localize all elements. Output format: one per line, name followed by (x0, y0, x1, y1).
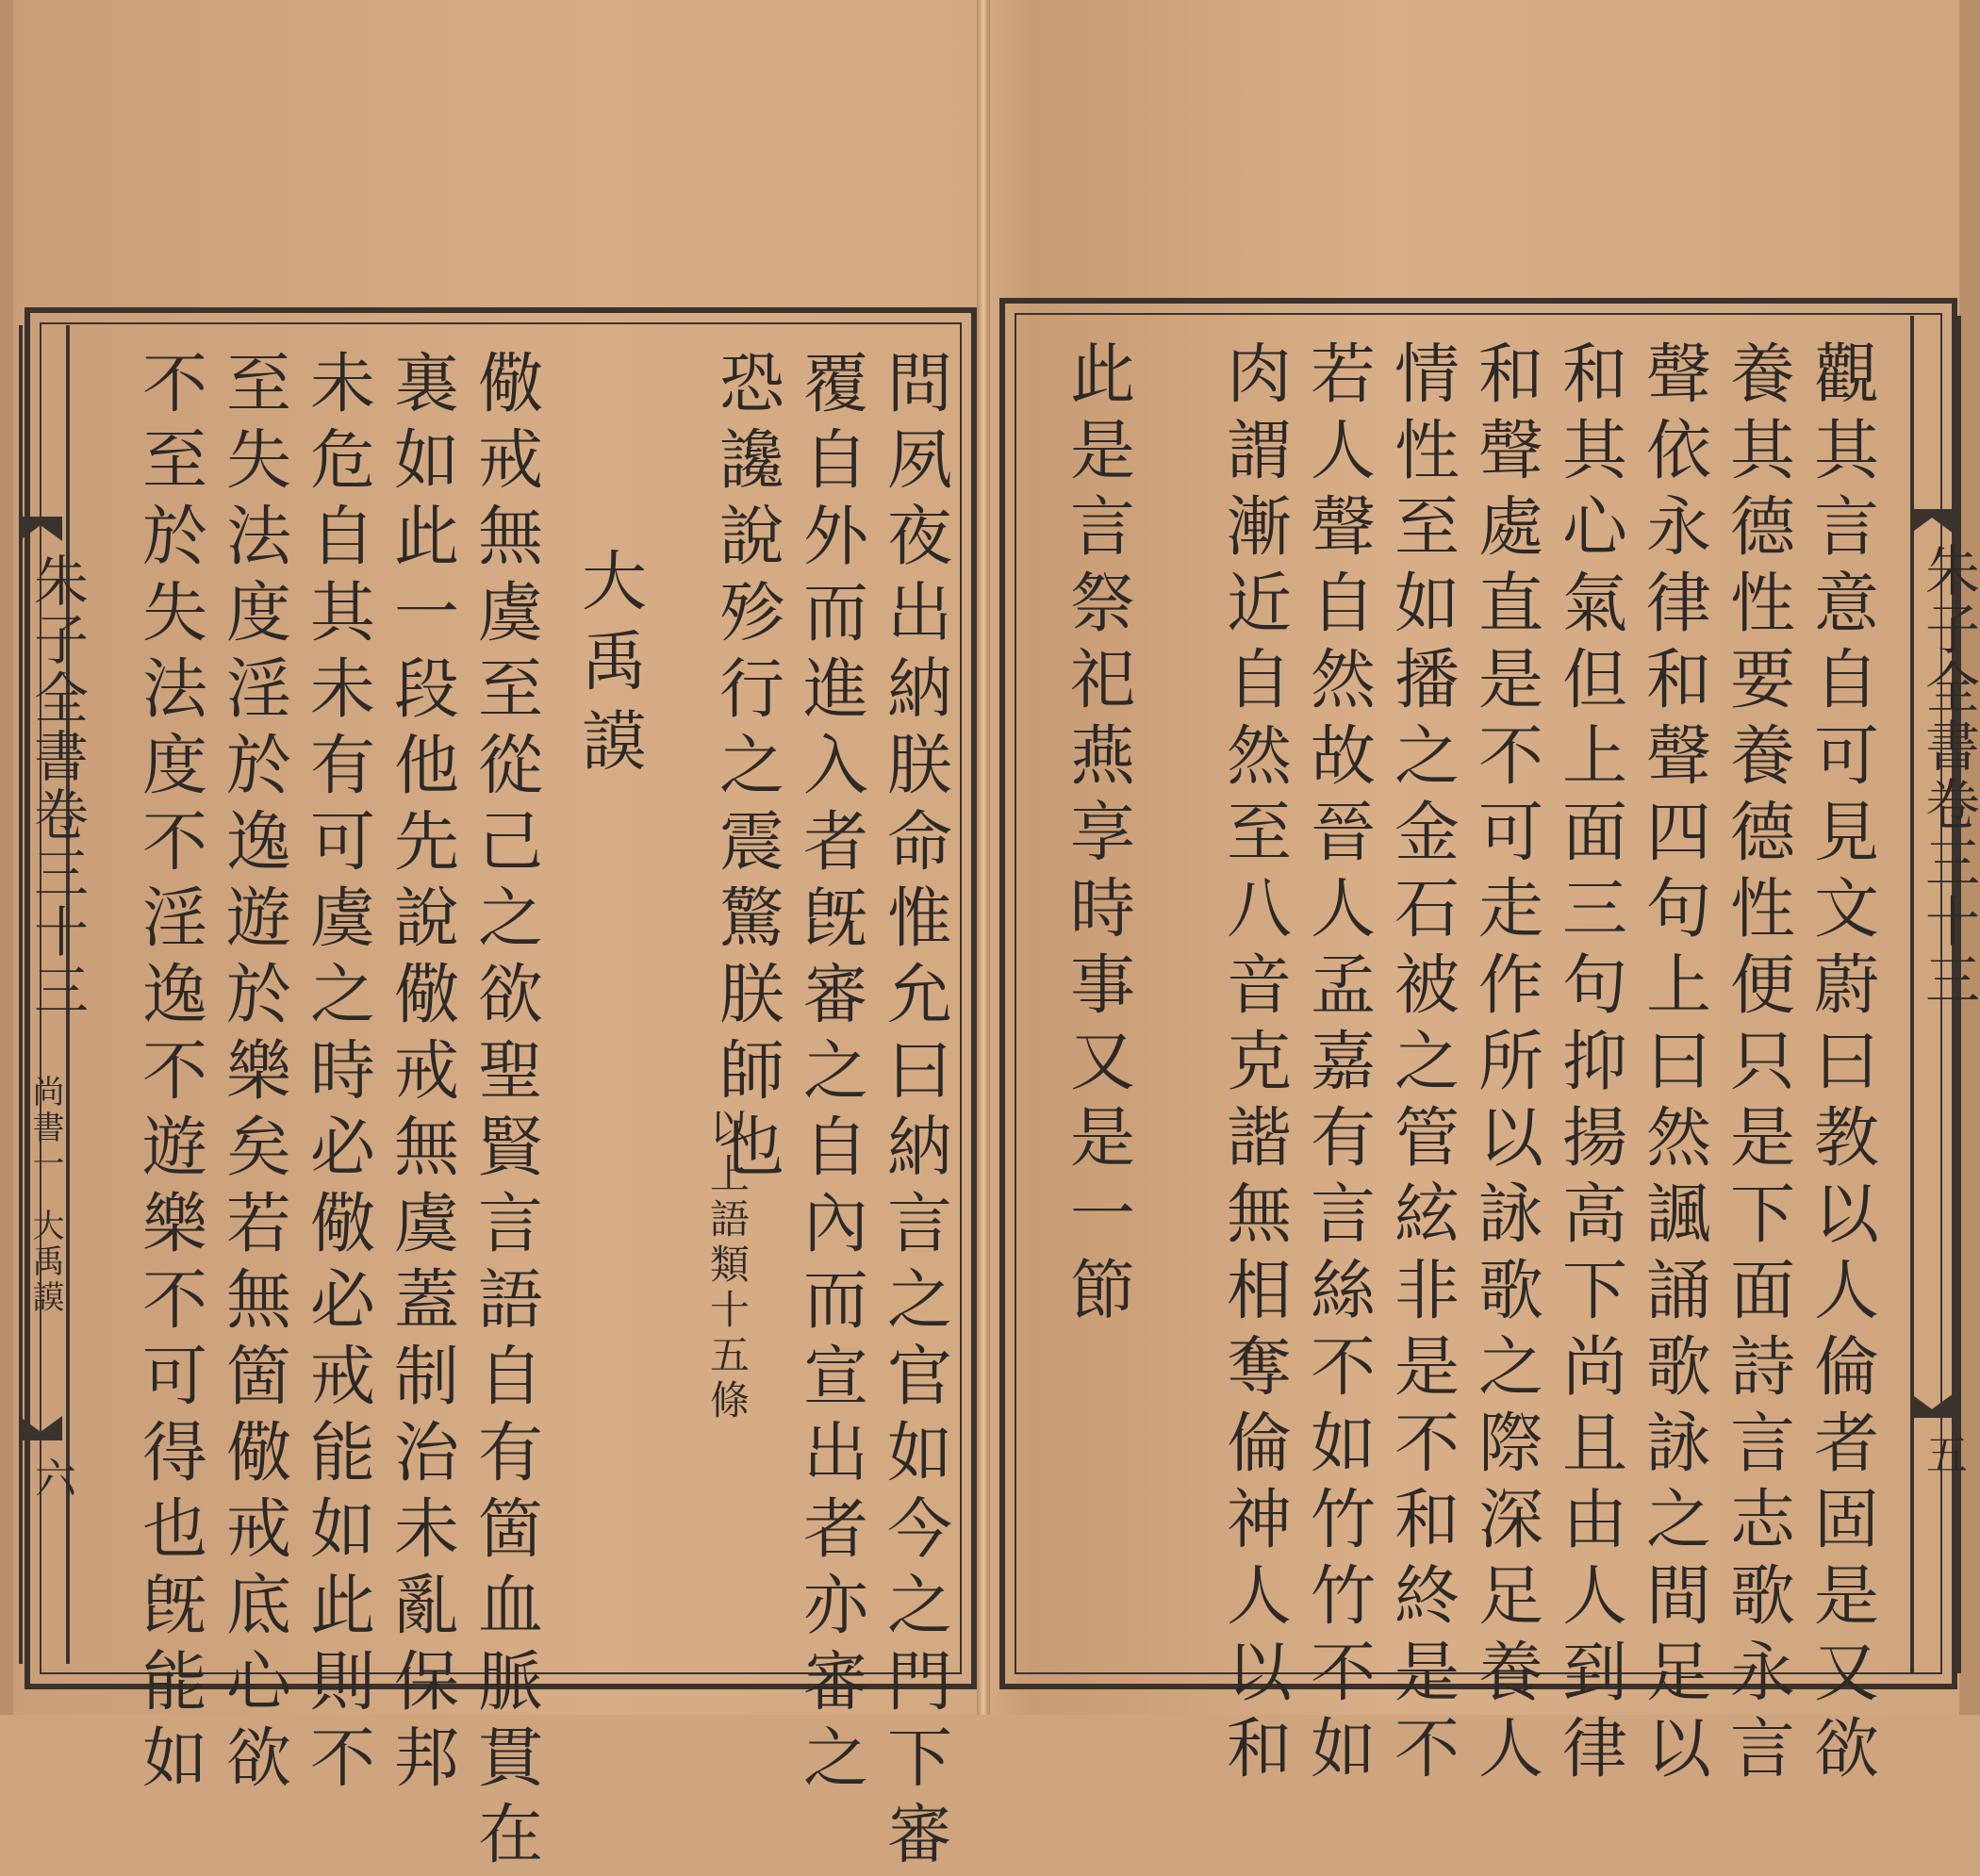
text-column: 此是言祭祀燕享時事又是一節 (1059, 339, 1134, 1332)
text-column: 養其德性要養德性便只是下面詩言志歌永言 (1719, 339, 1794, 1790)
text-column: 不至於失法度不淫逸不遊樂不可得也旣能如 (131, 349, 206, 1800)
text-column: 情性至如播之金石被之管絃非是不和終是不 (1383, 339, 1459, 1790)
text-column: 恐讒說殄行之震驚朕師也 (708, 349, 784, 1189)
text-column: 和聲處直是不可走作所以詠歌之際深足養人 (1467, 339, 1543, 1790)
text-column: 裏如此一段他先說儆戒無虞蓋制治未亂保邦 (383, 349, 458, 1800)
left-spine-book-title: 朱子全書卷三十三 (25, 552, 89, 1020)
text-column: 至失法度淫於逸遊於樂矣若無箇儆戒底心欲 (215, 349, 290, 1800)
book-gutter (977, 0, 990, 1715)
chapter-heading: 大禹謨 (570, 547, 646, 787)
left-spine-chapter: 大禹謨 (26, 1209, 64, 1316)
text-column: 未危自其未有可虞之時必儆必戒能如此則不 (299, 349, 374, 1800)
text-column: 問夙夜出納朕命惟允曰納言之官如今之門下審 (876, 349, 951, 1876)
text-column: 和其心氣但上面三句抑揚高下尚且由人到律 (1551, 339, 1626, 1790)
text-column: 若人聲自然故晉人孟嘉有言絲不如竹竹不如 (1299, 339, 1375, 1790)
text-column: 儆戒無虞至從己之欲聖賢言語自有箇血脈貫在 (467, 349, 542, 1876)
right-spine-page-number: 五 (1919, 1433, 1967, 1474)
text-column: 聲依永律和聲四句上曰然諷誦歌詠之間足以 (1635, 339, 1710, 1790)
text-column: 觀其言意自可見文蔚曰教以人倫者固是又欲 (1803, 339, 1878, 1790)
left-spine-page-number: 六 (27, 1456, 75, 1498)
left-page-edge (0, 0, 13, 1715)
text-column: 覆自外而進入者旣審之自內而宣出者亦審之 (792, 349, 867, 1800)
text-column: 肉謂漸近自然至八音克諧無相奪倫神人以和 (1215, 339, 1291, 1790)
citation-note: 以上語類十五條 (704, 1108, 751, 1424)
right-spine-book-title: 朱子全書卷三十三 (1916, 542, 1980, 1010)
left-spine-section: 尚書一 (26, 1075, 64, 1182)
